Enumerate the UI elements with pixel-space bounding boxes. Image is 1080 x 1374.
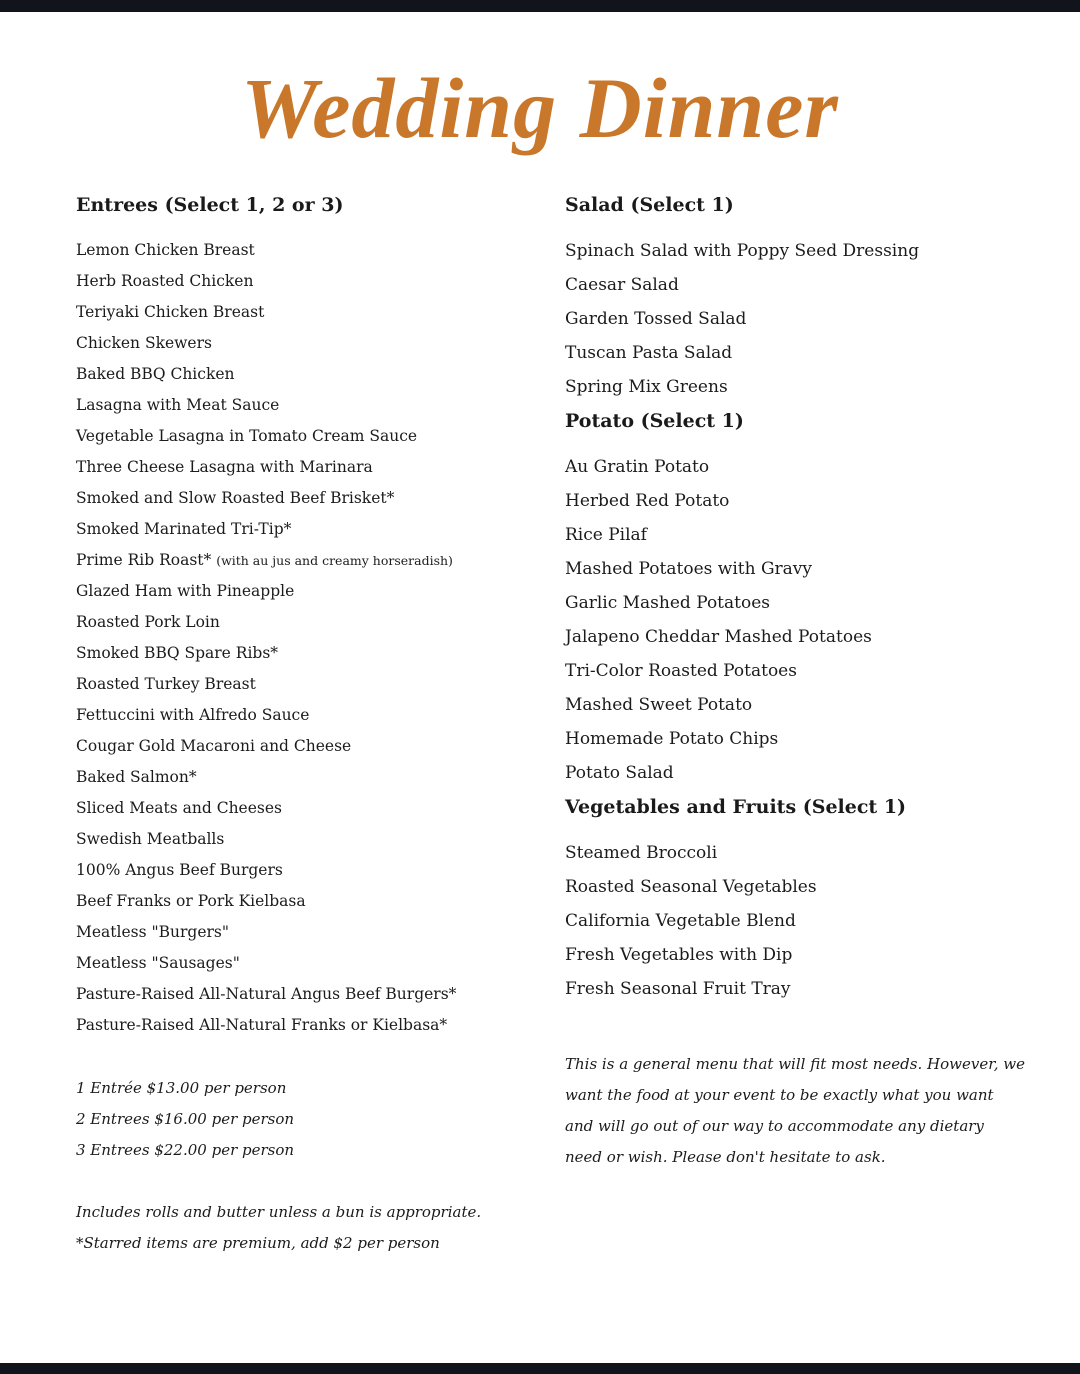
page-title: Wedding Dinner (241, 60, 839, 156)
price-line: 1 Entrée $13.00 per person (76, 1079, 287, 1097)
list-item: Chicken Skewers (76, 334, 212, 352)
entree-prices (76, 1073, 536, 1166)
sides-column (565, 188, 1035, 1173)
closing-note-line: This is a general menu that will fit most needs. However, we (565, 1055, 1025, 1073)
price-line: 2 Entrees $16.00 per person (76, 1110, 295, 1128)
list-item: Fresh Seasonal Fruit Tray (565, 979, 791, 999)
salad-list (565, 234, 1035, 404)
list-item: Mashed Sweet Potato (565, 695, 753, 715)
closing-note-line: and will go out of our way to accommodate any dietary (565, 1117, 984, 1135)
list-item: Teriyaki Chicken Breast (76, 303, 265, 321)
list-item: Pasture-Raised All-Natural Franks or Kielbasa* (76, 1016, 448, 1034)
salad-heading: Salad (Select 1) (565, 194, 734, 216)
closing-note-line: want the food at your event to be exactly what you want (565, 1086, 994, 1104)
list-item: Steamed Broccoli (565, 843, 718, 863)
footnote-line: *Starred items are premium, add $2 per person (76, 1234, 440, 1252)
price-line: 3 Entrees $22.00 per person (76, 1141, 295, 1159)
list-item: Fresh Vegetables with Dip (565, 945, 793, 965)
entrees-heading: Entrees (Select 1, 2 or 3) (76, 194, 344, 216)
list-item: Sliced Meats and Cheeses (76, 799, 282, 817)
list-item: Fettuccini with Alfredo Sauce (76, 706, 310, 724)
list-item: Roasted Turkey Breast (76, 675, 256, 693)
list-item: 100% Angus Beef Burgers (76, 861, 283, 879)
list-item: Cougar Gold Macaroni and Cheese (76, 737, 352, 755)
list-item: Beef Franks or Pork Kielbasa (76, 892, 306, 910)
list-item: Herbed Red Potato (565, 491, 730, 511)
top-border-bar (0, 0, 1080, 12)
entrees-column (76, 188, 536, 1259)
list-item: California Vegetable Blend (565, 911, 796, 931)
menu-page (0, 12, 1080, 1363)
vegetables-list (565, 836, 1035, 1006)
potato-heading: Potato (Select 1) (565, 410, 744, 432)
list-item: Smoked BBQ Spare Ribs* (76, 644, 279, 662)
list-item: Spinach Salad with Poppy Seed Dressing (565, 241, 920, 261)
list-item: Lasagna with Meat Sauce (76, 396, 280, 414)
list-item: Au Gratin Potato (565, 457, 710, 477)
list-item: Three Cheese Lasagna with Marinara (76, 458, 373, 476)
list-item: Garden Tossed Salad (565, 309, 747, 329)
list-item: Smoked Marinated Tri-Tip* (76, 520, 292, 538)
list-item: Tri-Color Roasted Potatoes (565, 661, 797, 681)
list-item: Rice Pilaf (565, 525, 647, 545)
list-item: Swedish Meatballs (76, 830, 225, 848)
list-item: Mashed Potatoes with Gravy (565, 559, 812, 579)
list-item: Lemon Chicken Breast (76, 241, 255, 259)
list-item: Baked BBQ Chicken (76, 365, 235, 383)
list-item-prime-rib (76, 545, 536, 576)
closing-note-line: need or wish. Please don't hesitate to ask. (565, 1148, 886, 1166)
list-item: Jalapeno Cheddar Mashed Potatoes (565, 627, 872, 647)
list-item: Vegetable Lasagna in Tomato Cream Sauce (76, 427, 418, 445)
potato-list (565, 450, 1035, 790)
list-item: Caesar Salad (565, 275, 679, 295)
list-item: Smoked and Slow Roasted Beef Brisket* (76, 489, 395, 507)
prime-rib-label: Prime Rib Roast* (76, 551, 212, 569)
list-item: Pasture-Raised All-Natural Angus Beef Burgers* (76, 985, 457, 1003)
list-item: Garlic Mashed Potatoes (565, 593, 771, 613)
list-item: Meatless "Sausages" (76, 954, 240, 972)
vegetables-heading: Vegetables and Fruits (Select 1) (565, 796, 907, 818)
entree-footnotes (76, 1197, 536, 1259)
list-item: Roasted Pork Loin (76, 613, 220, 631)
list-item: Homemade Potato Chips (565, 729, 779, 749)
footnote-line: Includes rolls and butter unless a bun is appropriate. (76, 1203, 482, 1221)
prime-rib-note: (with au jus and creamy horseradish) (216, 553, 453, 568)
list-item: Roasted Seasonal Vegetables (565, 877, 817, 897)
list-item: Herb Roasted Chicken (76, 272, 254, 290)
list-item: Potato Salad (565, 763, 674, 783)
entrees-list (76, 235, 536, 1041)
list-item: Spring Mix Greens (565, 377, 728, 397)
bottom-border-bar (0, 1363, 1080, 1374)
list-item: Glazed Ham with Pineapple (76, 582, 295, 600)
list-item: Tuscan Pasta Salad (565, 343, 733, 363)
list-item: Meatless "Burgers" (76, 923, 229, 941)
list-item: Baked Salmon* (76, 768, 197, 786)
closing-note (565, 1049, 1035, 1173)
